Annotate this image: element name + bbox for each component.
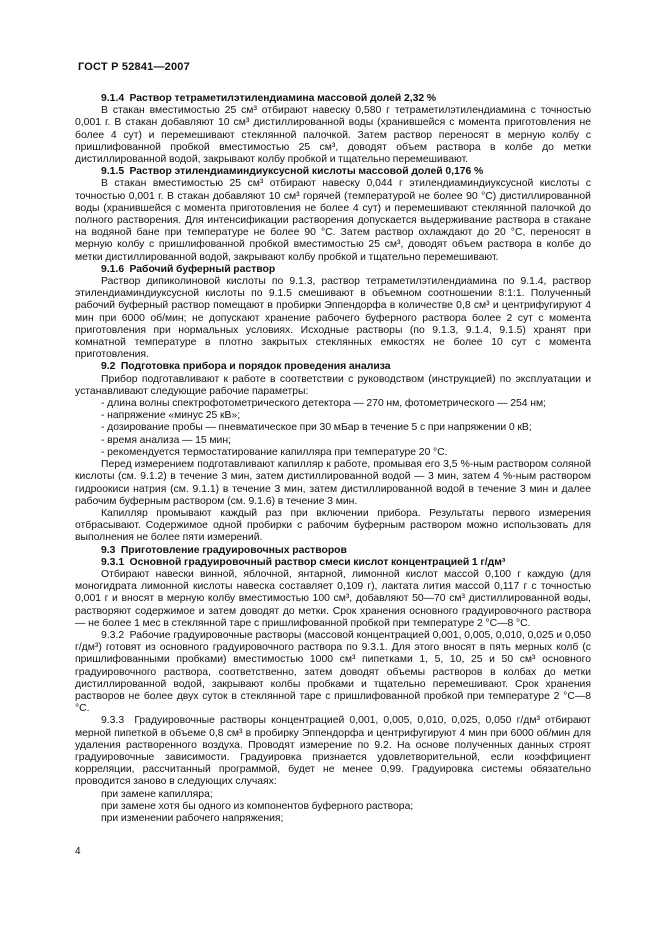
list-item: - время анализа — 15 мин; xyxy=(101,434,231,446)
paragraph: Прибор подготавливают к работе в соответствии с руководством (инструкцией) по эксплуатации и устанавливают следующие рабочие параметры: xyxy=(75,373,591,397)
paragraph: 9.3.2 Рабочие градуировочные растворы (массовой концентрацией 0,001, 0,005, 0,010, 0,025 и 0,050 г/дм³) готовят из основного градуировочного раствора по 9.3.1. Для этого вносят в пять мерных колб (с пришлифованными пробками) вместимостью 1000 см³ пипетками 1, 5, 10, 25 и 50 см³ основного градуировочного раствора, соответственно, затем доводят объемы растворов в колбах до метки дистиллированной водой, закрывают колбы пробками и тщательно перемешивают. Срок хранения растворов не более двух суток в стеклянной таре с пришлифованной пробкой при температуре 2 °С—8 °С. xyxy=(75,629,591,715)
section-heading: 9.1.5 Раствор этилендиаминдиуксусной кислоты массовой долей 0,176 % xyxy=(101,166,484,178)
paragraph: Капилляр промывают каждый раз при включении прибора. Результаты первого измерения отбрасывают. Содержимое одной пробирки с рабочим буферным раствором можно использовать для выполнения не более пяти измерений. xyxy=(75,507,591,544)
section-heading: 9.3.1 Основной градуировочный раствор смеси кислот концентрацией 1 г/дм³ xyxy=(101,556,506,568)
section-heading: 9.1.4 Раствор тетраметилэтилендиамина массовой долей 2,32 % xyxy=(101,93,437,104)
paragraph: В стакан вместимостью 25 см³ отбирают навеску 0,044 г этилендиаминдиуксусной кислоты с точностью 0,001 г. В стакан добавляют 10 см³ горячей (температурой не более 90 °С) дистиллированной воды (хранившейся с момента приготовления не более 4 сут) и перемешивают стеклянной палочкой до полного растворения. Для интенсификации растворения допускается выдерживание раствора в стакане на водяной бане при температуре не более 90 °С. Затем раствор охлаждают до 20 °С, переносят в мерную колбу с пришлифованной пробкой вместимостью 25 см³, доводят объем раствора в колбе до метки дистиллированной водой, закрывают колбу пробкой и тщательно перемешивают. xyxy=(75,178,591,263)
list-item: при замене капилляра; xyxy=(101,788,213,800)
document-body xyxy=(75,93,591,825)
section-heading: 9.1.6 Рабочий буферный раствор xyxy=(101,263,276,275)
section-heading: 9.2 Подготовка прибора и порядок проведения анализа xyxy=(101,361,391,373)
list-item: - рекомендуется термостатирование капилляра при температуре 20 °С. xyxy=(101,446,448,458)
section-heading: 9.3 Приготовление градуировочных растворов xyxy=(101,544,347,556)
list-item: - дозирование пробы — пневматическое при 30 мБар в течение 5 с при напряжении 0 кВ; xyxy=(101,422,532,434)
paragraph: Раствор дипиколиновой кислоты по 9.1.3, раствор тетраметилэтилендиамина по 9.1.4, раствор этилендиаминдиуксусной кислоты по 9.1.5 смешивают в объемном соотношении 8:1:1. Полученный рабочий буферный раствор помещают в пробирки Эппендорфа в количестве 0,8 см³ и центрифугируют 4 мин при 6000 об/мин; не допускают хранение рабочего буферного раствора более 2 сут с момента приготовления при нормальных условиях. Исходные растворы (по 9.1.3, 9.1.4, 9.1.5) хранят при комнатной температуре в плотно закрытых стеклянных емкостях не более 10 сут с момента приготовления. xyxy=(75,276,591,361)
running-header: ГОСТ Р 52841—2007 xyxy=(78,61,190,73)
paragraph: В стакан вместимостью 25 см³ отбирают навеску 0,580 г тетраметилэтилендиамина с точностью 0,001 г. В стакан добавляют 10 см³ дистиллированной воды (хранившейся с момента приготовления не более 4 сут) и перемешивают стеклянной палочкой. Затем раствор переносят в мерную колбу с пришлифованной пробкой вместимостью 25 см³, доводят объем раствора в колбе до метки дистиллированной водой, закрывают колбу пробкой и тщательно перемешивают. xyxy=(75,105,591,166)
list-item: - напряжение «минус 25 кВ»; xyxy=(101,410,241,422)
list-item: при замене хотя бы одного из компонентов буферного раствора; xyxy=(101,800,414,812)
paragraph: Отбирают навески винной, яблочной, янтарной, лимонной кислот массой 0,100 г каждую (для моногидрата лимонной кислоты навеска составляет 0,109 г), лактата лития массой 0,117 г с точностью 0,001 г и вносят в мерную колбу вместимостью 100 см³, добавляют 50—70 см³ дистиллированной воды, растворяют содержимое и затем доводят до метки. Срок хранения основного градуировочного раствора — не более 1 мес в стеклянной таре с пришлифованной пробкой при температуре 2 °С—8 °С. xyxy=(75,568,591,629)
paragraph: 9.3.3 Градуировочные растворы концентрацией 0,001, 0,005, 0,010, 0,025, 0,050 г/дм³ отбирают мерной пипеткой в объеме 0,8 см³ в пробирку Эппендорфа и центрифугируют 4 мин при 6000 об/мин для удаления растворенного воздуха. Проводят измерение по 9.2. На основе полученных данных строят градуировочные зависимости. Градуировка признается удовлетворительной, если коэффициент корреляции, рассчитанный программой, будет не менее 0,99. Градуировка системы обязательно проводится заново в следующих случаях: xyxy=(75,715,591,788)
list-item: при изменении рабочего напряжения; xyxy=(101,812,284,824)
list-item: - длина волны спектрофотометрического детектора — 270 нм, фотометрического — 254 нм; xyxy=(101,398,547,410)
page-number: 4 xyxy=(75,846,81,857)
paragraph: Перед измерением подготавливают капилляр к работе, промывая его 3,5 %-ным раствором соляной кислоты (см. 9.1.2) в течение 3 мин, затем дистиллированной водой — 3 мин, затем 4 %-ным раствором гидроокиси натрия (см. 9.1.1) в течение 3 мин, затем дистиллированной водой в течение 3 мин и далее рабочим буферным раствором (см. 9.1.6) в течение 3 мин. xyxy=(75,459,591,507)
